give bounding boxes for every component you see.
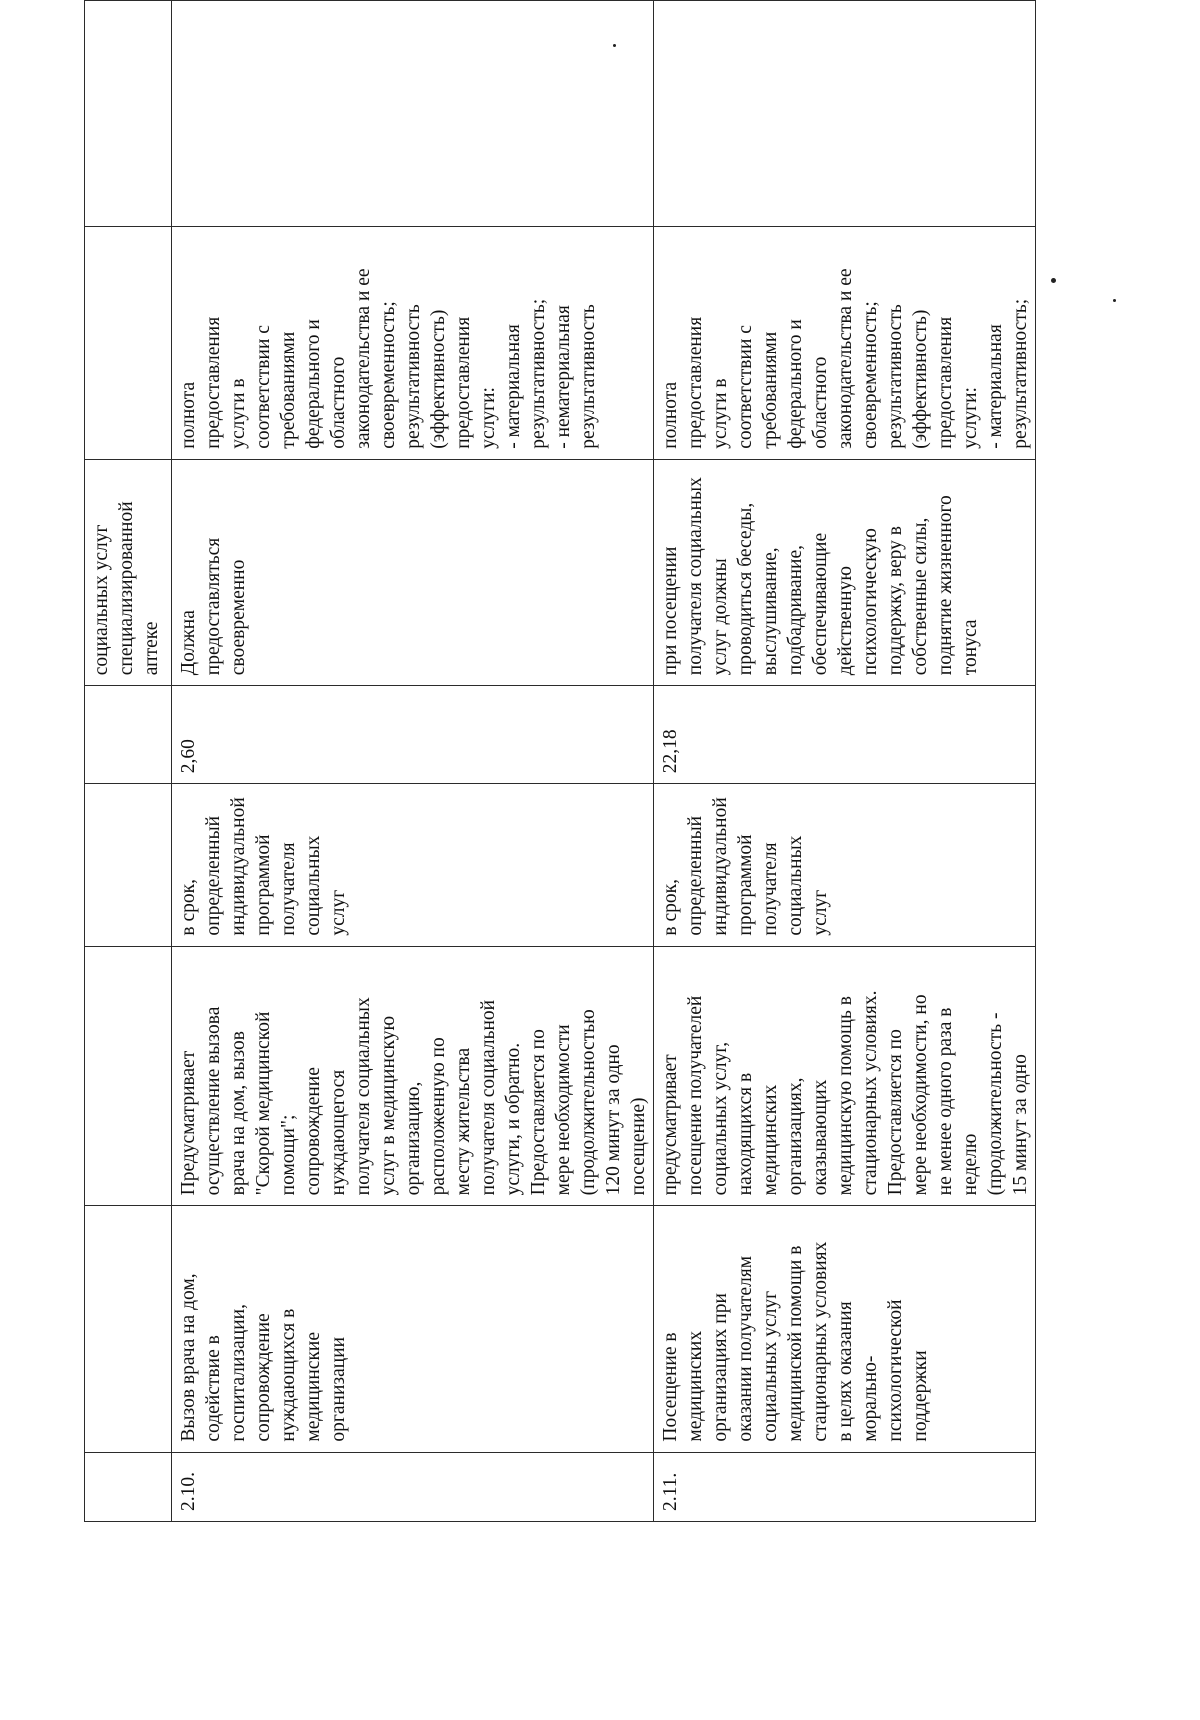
cell-number [172,1452,654,1521]
cell-term [85,784,172,946]
service-quality: полнота предоставления услуги в соответствии с требованиями федерального и областного законодательства и ее своевременность; результативность (эффективность) предоставления услуги: - материальная результативность; [660,268,1031,449]
cell-description [654,946,1036,1206]
cell-service [654,1206,1036,1452]
table-row [172,1,654,1522]
scan-speck [1113,299,1116,302]
row-number: 2.11. [660,1472,681,1511]
cell-service [172,1206,654,1452]
service-name: Вызов врача на дом, содействие в госпитализации, сопровождение нуждающихся в медицинские организации [178,1273,349,1442]
services-table [84,0,1036,1522]
cell-term [172,784,654,946]
service-description: Предусматривает осуществление вызова врача на дом, вызов "Скорой медицинской помощи"; сопровождение нуждающегося получателя социальных услуг в медицинскую организацию, расположенную по месту жительства получателя социальной услуги, и обратно. Предоставляется по мере необходимости (продолжительностью 120 минут за одно посещение) [178,997,649,1196]
cell-service [85,1206,172,1452]
service-term: в срок, определенный индивидуальной программой получателя социальных услуг [178,797,349,936]
cell-conditions [85,459,172,685]
cell-quality [172,226,654,459]
cell-quality [654,226,1036,459]
tariff-value: 2,60 [178,739,199,774]
cell-term [654,784,1036,946]
service-conditions: при посещении получателя социальных услуг должны проводиться беседы, выслушивание, подбадривание, обеспечивающие действенную психологическую поддержку, веру в собственные силы, поднятие жизненного тонуса [660,477,981,676]
service-conditions: Должна предоставляться своевременно [178,537,249,676]
carryover-text: социальных услуг специализированной аптеке [91,501,162,676]
cell-values [172,686,654,784]
cell-number [85,1452,172,1521]
service-description: предусматривает посещение получателей социальных услуг, находящихся в медицинских организациях, оказывающих медицинскую помощь в стационарных условиях. Предоставляется по мере необходимости, но не менее одного раза в неделю (продолжительность - 15 минут за одно [660,990,1031,1196]
service-term: в срок, определенный индивидуальной программой получателя социальных услуг [660,797,831,936]
table-row-continuation [85,1,172,1522]
cell-last [172,1,654,227]
service-name: Посещение в медицинских организациях при оказании получателям социальных услуг медицинской помощи в стационарных условиях в целях оказания морально- психологической поддержки [660,1241,931,1442]
cell-last [85,1,172,227]
cell-values [85,686,172,784]
scan-speck [613,44,616,47]
cell-quality [85,226,172,459]
row-number: 2.10. [178,1472,199,1511]
cell-values [654,686,1036,784]
cell-description [172,946,654,1206]
cell-conditions [172,459,654,685]
cell-description [85,946,172,1206]
tariff-value: 22,18 [660,729,681,774]
cell-number [654,1452,1036,1521]
service-quality: полнота предоставления услуги в соответствии с требованиями федерального и областного законодательства и ее своевременность; результативность (эффективность) предоставления услуги: - материальная результативность; - нематериальная результативность [178,268,599,449]
table-row [654,1,1036,1522]
cell-last [654,1,1036,227]
scan-speck [1051,278,1056,283]
cell-conditions [654,459,1036,685]
